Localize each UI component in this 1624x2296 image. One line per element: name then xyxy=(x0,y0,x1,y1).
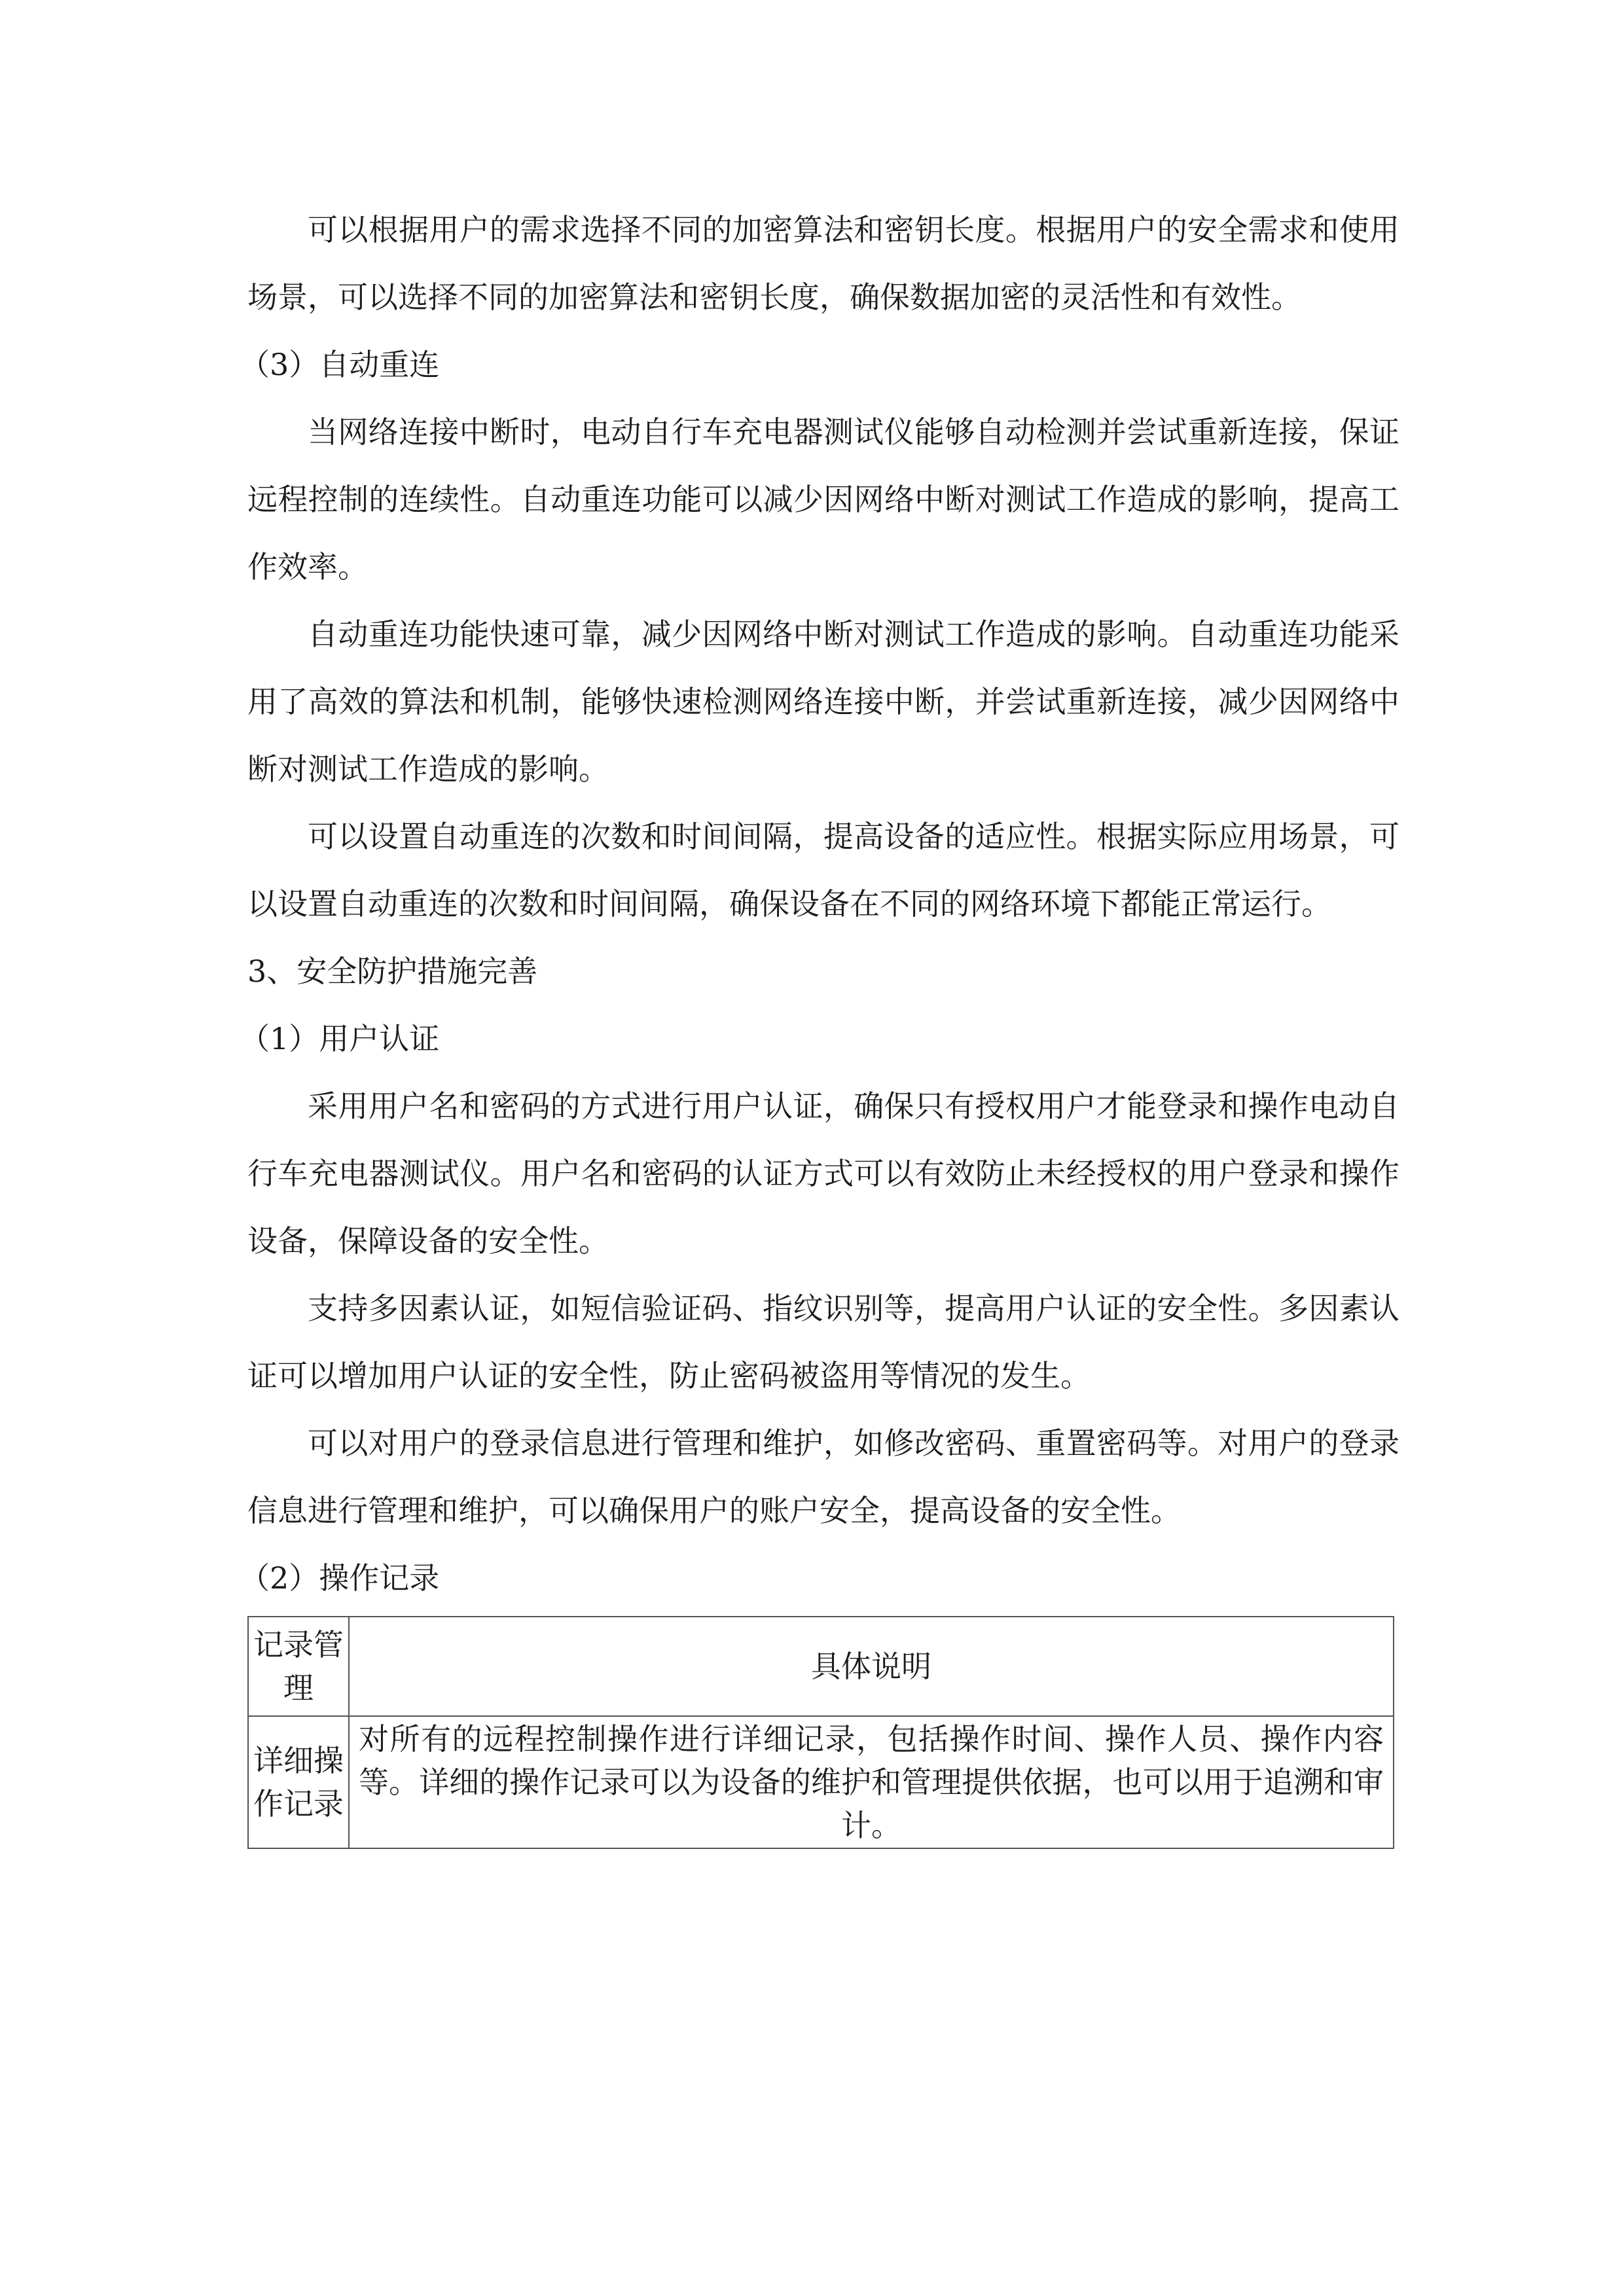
document-page xyxy=(240,196,1399,1849)
paragraph-encryption: 可以根据用户的需求选择不同的加密算法和密钥长度。根据用户的安全需求和使用场景，可以选择不同的加密算法和密钥长度，确保数据加密的灵活性和有效性。 xyxy=(247,212,1399,315)
table-header-row xyxy=(248,1617,1394,1716)
paragraph-reconnect-detect: 当网络连接中断时，电动自行车充电器测试仪能够自动检测并尝试重新连接，保证远程控制的连续性。自动重连功能可以减少因网络中断对测试工作造成的影响，提高工作效率。 xyxy=(247,414,1399,584)
table-row xyxy=(248,1716,1394,1848)
heading-auto-reconnect: （3）自动重连 xyxy=(240,347,440,382)
paragraph-auth-management: 可以对用户的登录信息进行管理和维护，如修改密码、重置密码等。对用户的登录信息进行管理和维护，可以确保用户的账户安全，提高设备的安全性。 xyxy=(247,1426,1399,1528)
table-cell-description: 对所有的远程控制操作进行详细记录，包括操作时间、操作人员、操作内容等。详细的操作记录可以为设备的维护和管理提供依据，也可以用于追溯和审计。 xyxy=(349,1716,1394,1848)
operation-log-table xyxy=(247,1616,1394,1849)
table-header-record: 记录管理 xyxy=(248,1617,349,1716)
heading-security-measures: 3、安全防护措施完善 xyxy=(247,954,538,989)
table-header-description: 具体说明 xyxy=(349,1617,1394,1716)
paragraph-auth-multifactor: 支持多因素认证，如短信验证码、指纹识别等，提高用户认证的安全性。多因素认证可以增加用户认证的安全性，防止密码被盗用等情况的发生。 xyxy=(247,1291,1399,1393)
paragraph-reconnect-fast: 自动重连功能快速可靠，减少因网络中断对测试工作造成的影响。自动重连功能采用了高效的算法和机制，能够快速检测网络连接中断，并尝试重新连接，减少因网络中断对测试工作造成的影响。 xyxy=(247,617,1399,787)
paragraph-reconnect-settings: 可以设置自动重连的次数和时间间隔，提高设备的适应性。根据实际应用场景，可以设置自动重连的次数和时间间隔，确保设备在不同的网络环境下都能正常运行。 xyxy=(247,819,1399,922)
paragraph-auth-password: 采用用户名和密码的方式进行用户认证，确保只有授权用户才能登录和操作电动自行车充电器测试仪。用户名和密码的认证方式可以有效防止未经授权的用户登录和操作设备，保障设备的安全性。 xyxy=(247,1088,1399,1259)
heading-operation-log: （2）操作记录 xyxy=(240,1560,440,1596)
table-cell-record: 详细操作记录 xyxy=(248,1716,349,1848)
heading-user-auth: （1）用户认证 xyxy=(240,1021,440,1056)
